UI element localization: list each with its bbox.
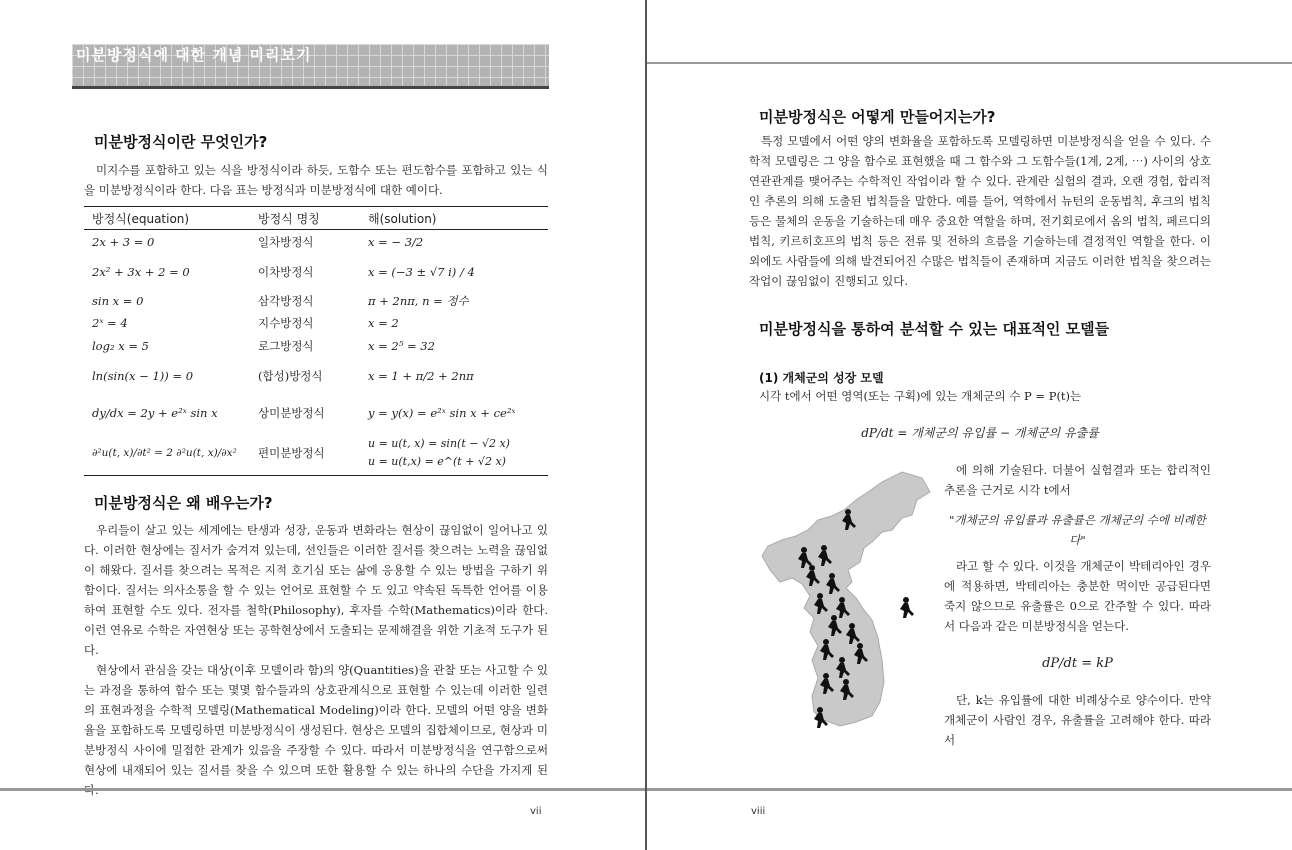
text-constant: 단, k는 유입률에 대한 비례상수로 양수이다. 만약 개체군이 사람인 경우, 유출률을 고려해야 한다. 따라서 [944, 693, 1211, 747]
text-bacteria: 라고 할 수 있다. 이것을 개체군이 박테리아인 경우에 적용하면, 박테리아는 충분한 먹이만 공급된다면 죽지 않으므로 유출률은 0으로 간주할 수 있다. 따라서 다음과 같은 미분방정식을 얻는다. [944, 559, 1211, 633]
table-cell: x = 1 + π/2 + 2nπ [368, 368, 474, 383]
section-title-what: 미분방정식이란 무엇인가? [94, 133, 268, 151]
table-cell: ln(sin(x − 1)) = 0 [92, 368, 194, 383]
table-row [84, 312, 548, 334]
table-row [84, 432, 548, 476]
section-text-why: 우리들이 살고 있는 세계에는 탄생과 성장, 운동과 변화라는 현상이 끊임없이 일어나고 있다. 이러한 현상에는 질서가 숨겨져 있는데, 선인들은 이러한 질서를 찾으려는 노력을 끊임없이 해왔다. 질서를 찾으려는 목적은 지적 호기심 또는 삶에 응용할 수 있는 방법을 구하기 위함이다. 질서는 의사소통을 할 수 있는 언어로 표현할 수 도 있고 약속된 독특한 언어를 이용하여 표현할 수도 있다. 전자를 철학(Philosophy), 후자를 수학(Mathematics)이라 한다. 이런 연유로 수학은 자연현상 또는 공학현상에서 도출되는 문제해결을 위한 기초적 도구가 된다. 현상에서 관심을 갖는 대상(이후 모델이라 함)의 양(Quantities)을 관찰 또는 사고할 수 있는 과정을 통하여 함수 또는 몇몇 함수들과의 상호관계식으로 표현할 수 있는데 이러한 일련의 표현과정을 수학적 모델링(Mathematical Modeling)이라 한다. 모델의 어떤 양을 변화율을 포함하도록 모델링하면 미분방정식이 생성된다. 현상은 모델의 집합체이므로, 현상과 미분방정식 사이에 밀접한 관계가 있음을 주장할 수 있다. 따라서 미분방정식을 연구함으로써 현상에 내재되어 있는 질서를 찾을 수 있으며 또한 활용할 수 있는 하나의 수단을 가지게 된 [84, 523, 548, 777]
table-row [84, 254, 548, 290]
page-number: vii [530, 806, 542, 817]
intro-text: 시각 t에서 어떤 영역(또는 구획)에 있는 개체군의 수 P = P(t)는 [759, 389, 1082, 403]
section-text-how: 특정 모델에서 어떤 양의 변화율을 포함하도록 모델링하면 미분방정식을 얻을 수 있다. 수학적 모델링은 그 양을 함수로 표현했을 때 그 함수와 그 도함수들(1계, 2계, ⋯) 사이의 상호연관관계를 맺어주는 수학적인 작업이라 할 수 있다. 관계란 실험의 결과, 오랜 경험, 합리적인 추론의 의해 도출된 법칙들을 말한다. 예를 들어, 역학에서 뉴턴의 운동법칙, 후크의 법칙 등은 물체의 운동을 기술하는데 매우 중요한 역할을 하며, 전기회로에서 옴의 법칙, 페르디의 법칙, 키르히호프의 법칙 등은 전류 및 전하의 흐름을 기술하는데 결정적인 역할을 한다. 이 외에도 사람들에 의해 발견되어진 수많은 법칙들이 존재하며 지금도 이러한 법칙을 찾으려는 작업이 끊임없이 진행되고 있다. [749, 134, 1211, 288]
equation-growth: dP/dt = kP [1042, 656, 1113, 671]
table-row [84, 230, 548, 254]
left-page [0, 0, 645, 850]
right-page [647, 0, 1292, 850]
page-number: viii [751, 806, 766, 817]
table-row [84, 358, 548, 394]
table-cell: 2x² + 3x + 2 = 0 [92, 264, 190, 279]
table-header: 방정식(equation) [84, 207, 250, 230]
table-cell: π + 2nπ, n = 정수 [368, 293, 469, 308]
table-cell: sin x = 0 [92, 293, 144, 308]
table-cell: 지수방정식 [258, 315, 314, 330]
table-cell: dy/dx = 2y + e²ˣ sin x [92, 405, 218, 420]
table-cell: x = 2⁵ = 32 [368, 338, 435, 353]
table-header: 방정식 명칭 [250, 207, 360, 230]
table-row [84, 290, 548, 312]
section-text-what: 미지수를 포함하고 있는 식을 방정식이라 하듯, 도함수 또는 편도함수를 포함하고 있는 식을 미분방정식이라 한다. 다음 표는 방정식과 미분방정식에 대한 예이다. [84, 163, 548, 197]
table-cell: (합성)방정식 [258, 368, 323, 383]
header-underline [72, 86, 549, 89]
table-cell: y = y(x) = e²ˣ sin x + ce²ˣ [368, 405, 516, 420]
table-cell: 편미분방정식 [250, 432, 360, 476]
chapter-header-title: 미분방정식에 대한 개념 미리보기 [76, 46, 312, 64]
table-header: 해(solution) [360, 207, 548, 230]
footer-rule [0, 788, 645, 791]
table-cell: log₂ x = 5 [92, 338, 149, 353]
equation-population: dP/dt = 개체군의 유입률 − 개체군의 유출률 [861, 426, 1099, 440]
table-cell: 2ˣ = 4 [92, 315, 128, 330]
section-title-how: 미분방정식은 어떻게 만들어지는가? [759, 108, 996, 126]
table-cell: 상미분방정식 [258, 405, 325, 420]
table-cell: ∂²u(t, x)/∂t² = 2 ∂²u(t, x)/∂x² [84, 432, 250, 476]
footer-rule [647, 788, 1292, 791]
korea-map-illustration [752, 470, 932, 750]
quote-proportional: "개체군의 유입률과 유출률은 개체군의 수에 비례한다" [949, 513, 1206, 547]
table-cell: 2x + 3 = 0 [92, 234, 155, 249]
table-row [84, 334, 548, 358]
table-cell: 로그방정식 [258, 338, 314, 353]
person-icon [900, 597, 914, 618]
solution-line: u = u(t, x) = sin(t − √2 x) [368, 437, 510, 451]
table-row [84, 394, 548, 432]
table-cell: 삼각방정식 [258, 293, 314, 308]
section-title-why: 미분방정식은 왜 배우는가? [94, 494, 273, 512]
table-cell: x = (−3 ± √7 i) / 4 [368, 264, 475, 279]
equation-table [84, 206, 548, 476]
table-cell-solutions [360, 432, 548, 476]
table-cell: 이차방정식 [258, 264, 314, 279]
table-cell: x = 2 [368, 315, 399, 330]
header-rule [647, 62, 1292, 64]
text-described: 에 의해 기술된다. 더불어 실험결과 또는 합리적인 추론을 근거로 시각 t에서 [944, 463, 1211, 497]
subsection-title-population: (1) 개체군의 성장 모델 [759, 371, 884, 385]
section-title-models: 미분방정식을 통하여 분석할 수 있는 대표적인 모델들 [759, 320, 1110, 338]
table-cell: x = − 3/2 [368, 234, 424, 249]
table-cell: 일차방정식 [258, 234, 314, 249]
solution-line: u = u(t,x) = e^(t + √2 x) [368, 455, 506, 469]
